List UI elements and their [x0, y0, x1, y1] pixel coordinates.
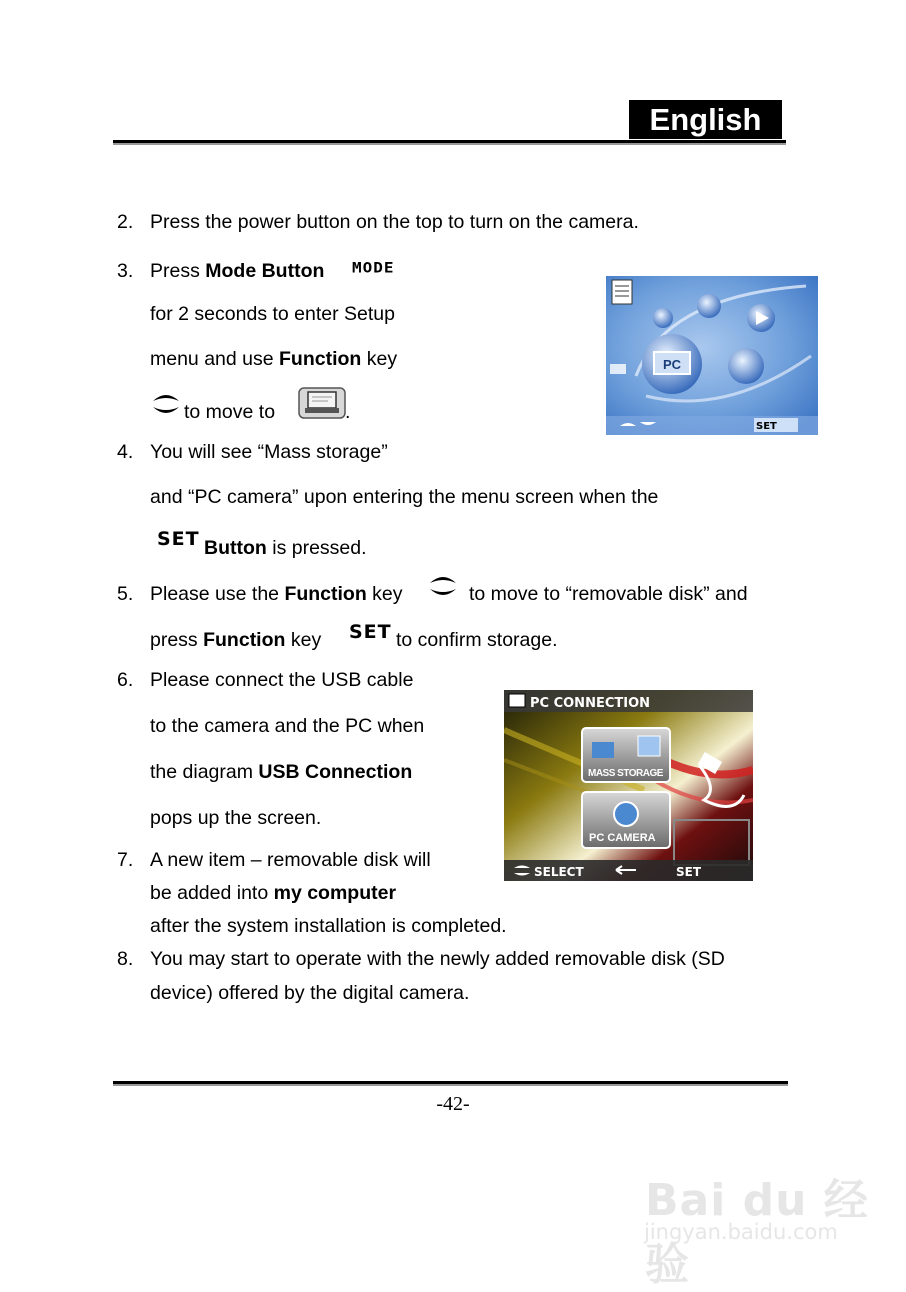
pc-camera-label: PC CAMERA [589, 832, 656, 844]
my-computer-label: my computer [273, 882, 397, 904]
step-5-line-1 [150, 582, 403, 606]
text-run: menu and use [150, 348, 280, 370]
select-label: SELECT [534, 865, 584, 879]
step-4-line-2: and “PC camera” upon entering the menu screen when the [150, 486, 659, 508]
step-6-line-4: pops up the screen. [150, 807, 322, 829]
text-run: key [361, 348, 398, 370]
pc-connection-icon [298, 387, 346, 419]
watermark-brand: Bai du 经验 [645, 1175, 869, 1290]
up-down-arrow-icon [428, 572, 458, 600]
button-label: Button [204, 537, 267, 559]
function-key-label: Function [279, 348, 362, 370]
set-icon: SET [349, 621, 392, 643]
pc-connection-screen [504, 690, 753, 881]
header-rule [113, 140, 786, 145]
text-run: press [150, 629, 204, 651]
setup-menu-screen [606, 276, 818, 435]
step-7-line-2 [150, 881, 396, 905]
step-6-line-2: to the camera and the PC when [150, 715, 425, 737]
step-3-line-3 [150, 347, 397, 371]
step-5-line-2 [150, 628, 321, 652]
mass-storage-label: MASS STORAGE [588, 768, 663, 779]
step-3-line-1 [150, 259, 324, 283]
text-run: be added into [150, 882, 274, 904]
step-5-line-2-end: to confirm storage. [396, 629, 558, 651]
mode-icon: MODE [352, 258, 395, 277]
step-8-line-2: device) offered by the digital camera. [150, 982, 470, 1004]
step-8-line-1: You may start to operate with the newly added removable disk (SD [150, 948, 725, 970]
function-key-label: Function [284, 583, 367, 605]
step-number: 7. [117, 849, 134, 871]
up-down-arrow-icon [151, 390, 181, 418]
watermark-url: jingyan.baidu.com [644, 1220, 838, 1244]
step-6-line-1: Please connect the USB cable [150, 669, 414, 691]
step-3-period: . [345, 401, 351, 423]
text-run: Please use the [150, 583, 285, 605]
step-number: 8. [117, 948, 134, 970]
footer-rule [113, 1081, 788, 1086]
step-number: 2. [117, 211, 134, 233]
step-6-line-3 [150, 760, 412, 784]
step-2-text: Press the power button on the top to turn on the camera. [150, 211, 639, 233]
pc-label: PC [662, 357, 682, 372]
set-label: SET [676, 865, 702, 879]
text-run: key [366, 583, 403, 605]
function-key-label: Function [203, 629, 286, 651]
mode-button-label: Mode Button [205, 260, 325, 282]
step-number: 3. [117, 260, 134, 282]
language-tab: English [629, 100, 782, 139]
screen-title: PC CONNECTION [530, 696, 651, 711]
step-number: 4. [117, 441, 134, 463]
step-number: 6. [117, 669, 134, 691]
usb-connection-label: USB Connection [258, 761, 413, 783]
step-4-line-1: You will see “Mass storage” [150, 441, 388, 463]
text-run: key [285, 629, 322, 651]
page-number: -42- [436, 1093, 470, 1115]
step-number: 5. [117, 583, 134, 605]
step-5-line-1-end: to move to “removable disk” and [469, 583, 748, 605]
step-7-line-1: A new item – removable disk will [150, 849, 431, 871]
text-run: is pressed. [266, 537, 367, 559]
set-icon: SET [157, 528, 200, 550]
step-4-line-3 [204, 536, 367, 560]
text-run: Press [150, 260, 206, 282]
text-run: the diagram [150, 761, 259, 783]
step-3-line-4: to move to [184, 401, 276, 423]
step-7-line-3: after the system installation is completed. [150, 915, 507, 937]
step-3-line-2: for 2 seconds to enter Setup [150, 303, 395, 325]
set-label: SET [756, 421, 777, 432]
